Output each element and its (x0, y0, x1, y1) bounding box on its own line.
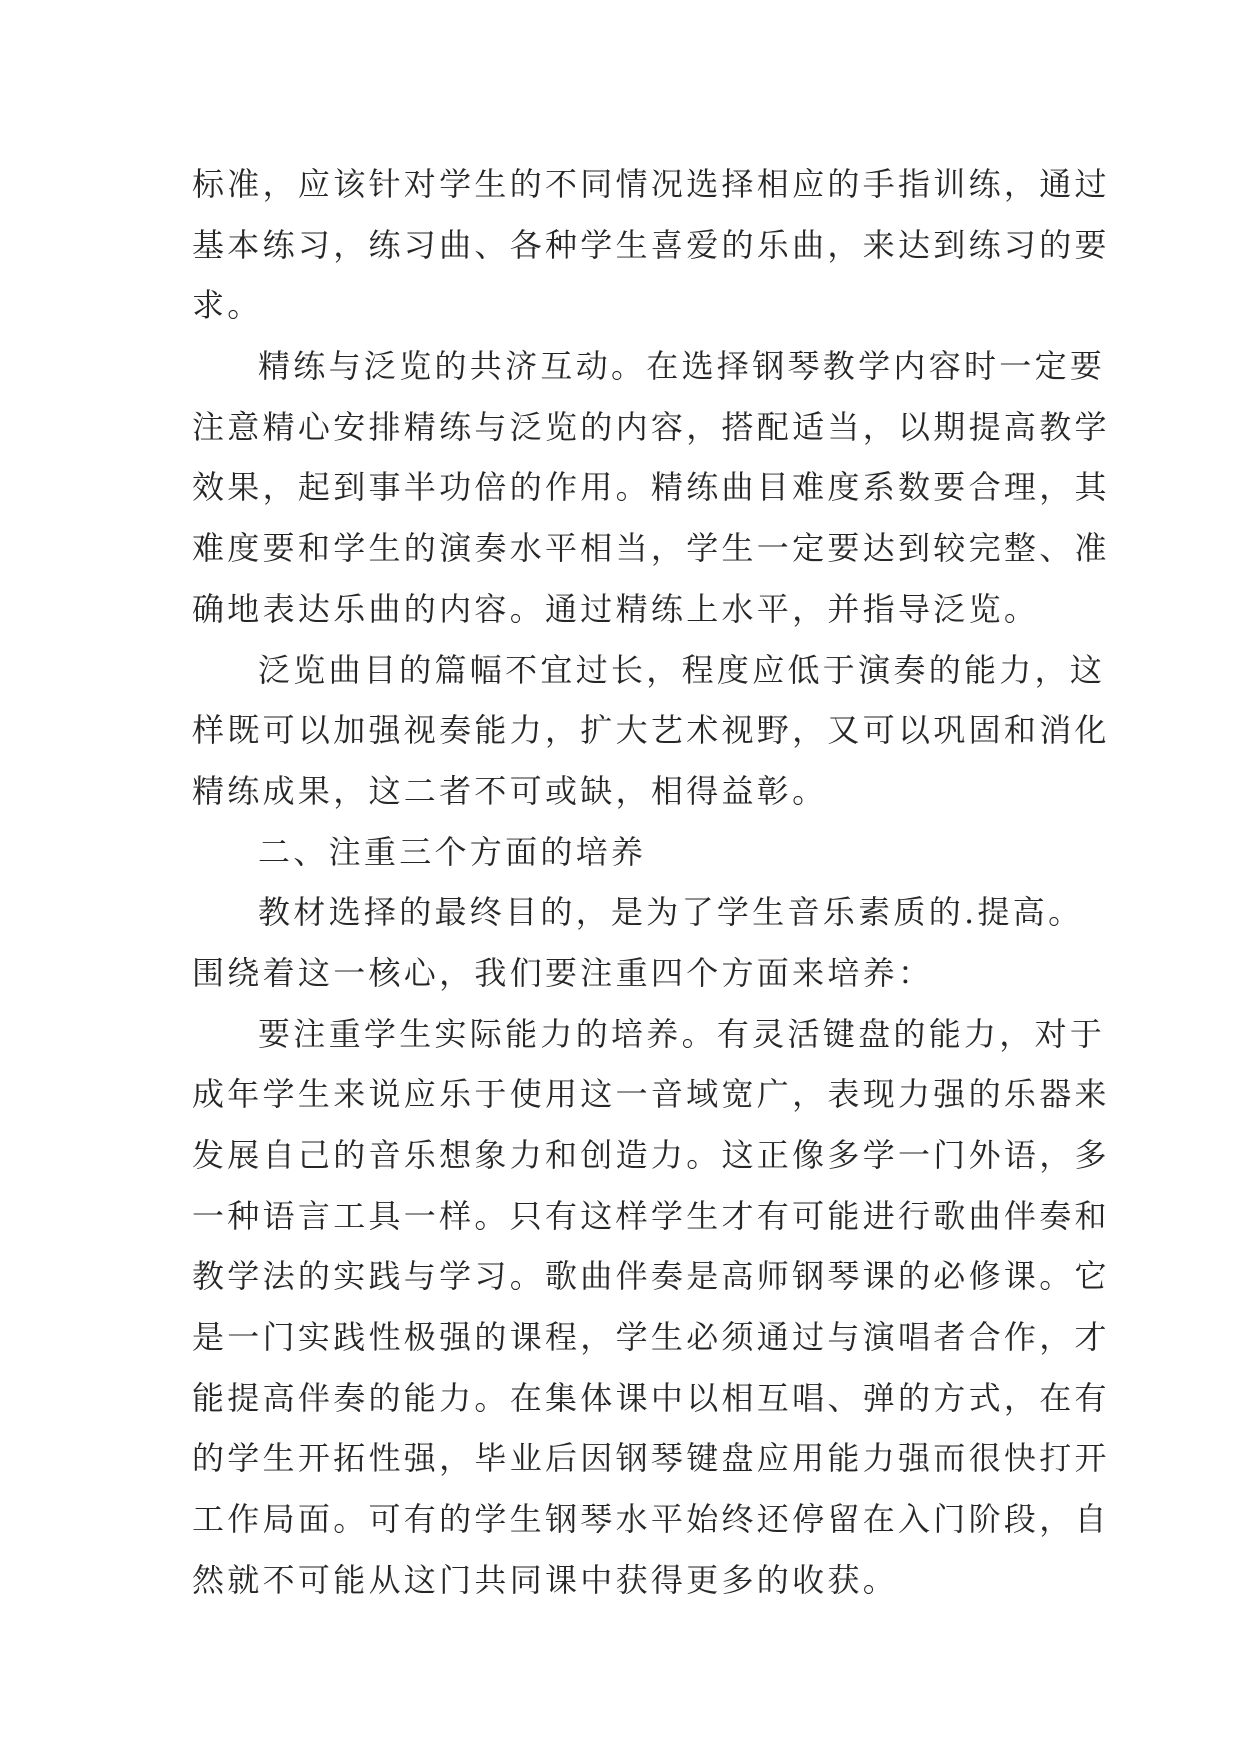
text-line: 标准，应该针对学生的不同情况选择相应的手指训练，通过 (192, 165, 1110, 203)
text-line: 然就不可能从这门共同课中获得更多的收获。 (192, 1560, 899, 1599)
section-heading: 二、注重三个方面的培养 (258, 832, 647, 871)
text-line: 泛览曲目的篇幅不宜过长，程度应低于演奏的能力，这 (258, 650, 1106, 689)
text-line: 一种语言工具一样。只有这样学生才有可能进行歌曲伴奏和 (192, 1196, 1110, 1235)
text-line: 确地表达乐曲的内容。通过精练上水平，并指导泛览。 (192, 589, 1040, 628)
text-line: 成年学生来说应乐于使用这一音域宽广，表现力强的乐器来 (192, 1075, 1110, 1114)
text-line: 注意精心安排精练与泛览的内容，搭配适当，以期提高教学 (192, 407, 1110, 446)
text-line: 求。 (192, 286, 263, 325)
text-line: 效果，起到事半功倍的作用。精练曲目难度系数要合理，其 (192, 468, 1110, 507)
text-line: 基本练习，练习曲、各种学生喜爱的乐曲，来达到练习的要 (192, 225, 1110, 264)
text-line: 工作局面。可有的学生钢琴水平始终还停留在入门阶段，自 (192, 1500, 1110, 1539)
text-line: 精练成果，这二者不可或缺，相得益彰。 (192, 771, 828, 810)
text-line: 要注重学生实际能力的培养。有灵活键盘的能力，对于 (258, 1014, 1106, 1053)
text-line: 样既可以加强视奏能力，扩大艺术视野，又可以巩固和消化 (192, 711, 1110, 750)
text-line: 发展自己的音乐想象力和创造力。这正像多学一门外语，多 (192, 1136, 1110, 1174)
text-line: 精练与泛览的共济互动。在选择钢琴教学内容时一定要 (258, 347, 1106, 386)
text-line: 的学生开拓性强，毕业后因钢琴键盘应用能力强而很快打开 (192, 1439, 1110, 1478)
text-line: 教学法的实践与学习。歌曲伴奏是高师钢琴课的必修课。它 (192, 1257, 1110, 1296)
text-line: 围绕着这一核心，我们要注重四个方面来培养： (192, 953, 934, 992)
document-body (192, 154, 1110, 1611)
text-line: 教材选择的最终目的，是为了学生音乐素质的.提高。 (258, 893, 1084, 932)
text-line: 是一门实践性极强的课程，学生必须通过与演唱者合作，才 (192, 1318, 1110, 1357)
text-line: 能提高伴奏的能力。在集体课中以相互唱、弹的方式，在有 (192, 1378, 1110, 1417)
text-line: 难度要和学生的演奏水平相当，学生一定要达到较完整、准 (192, 529, 1110, 568)
